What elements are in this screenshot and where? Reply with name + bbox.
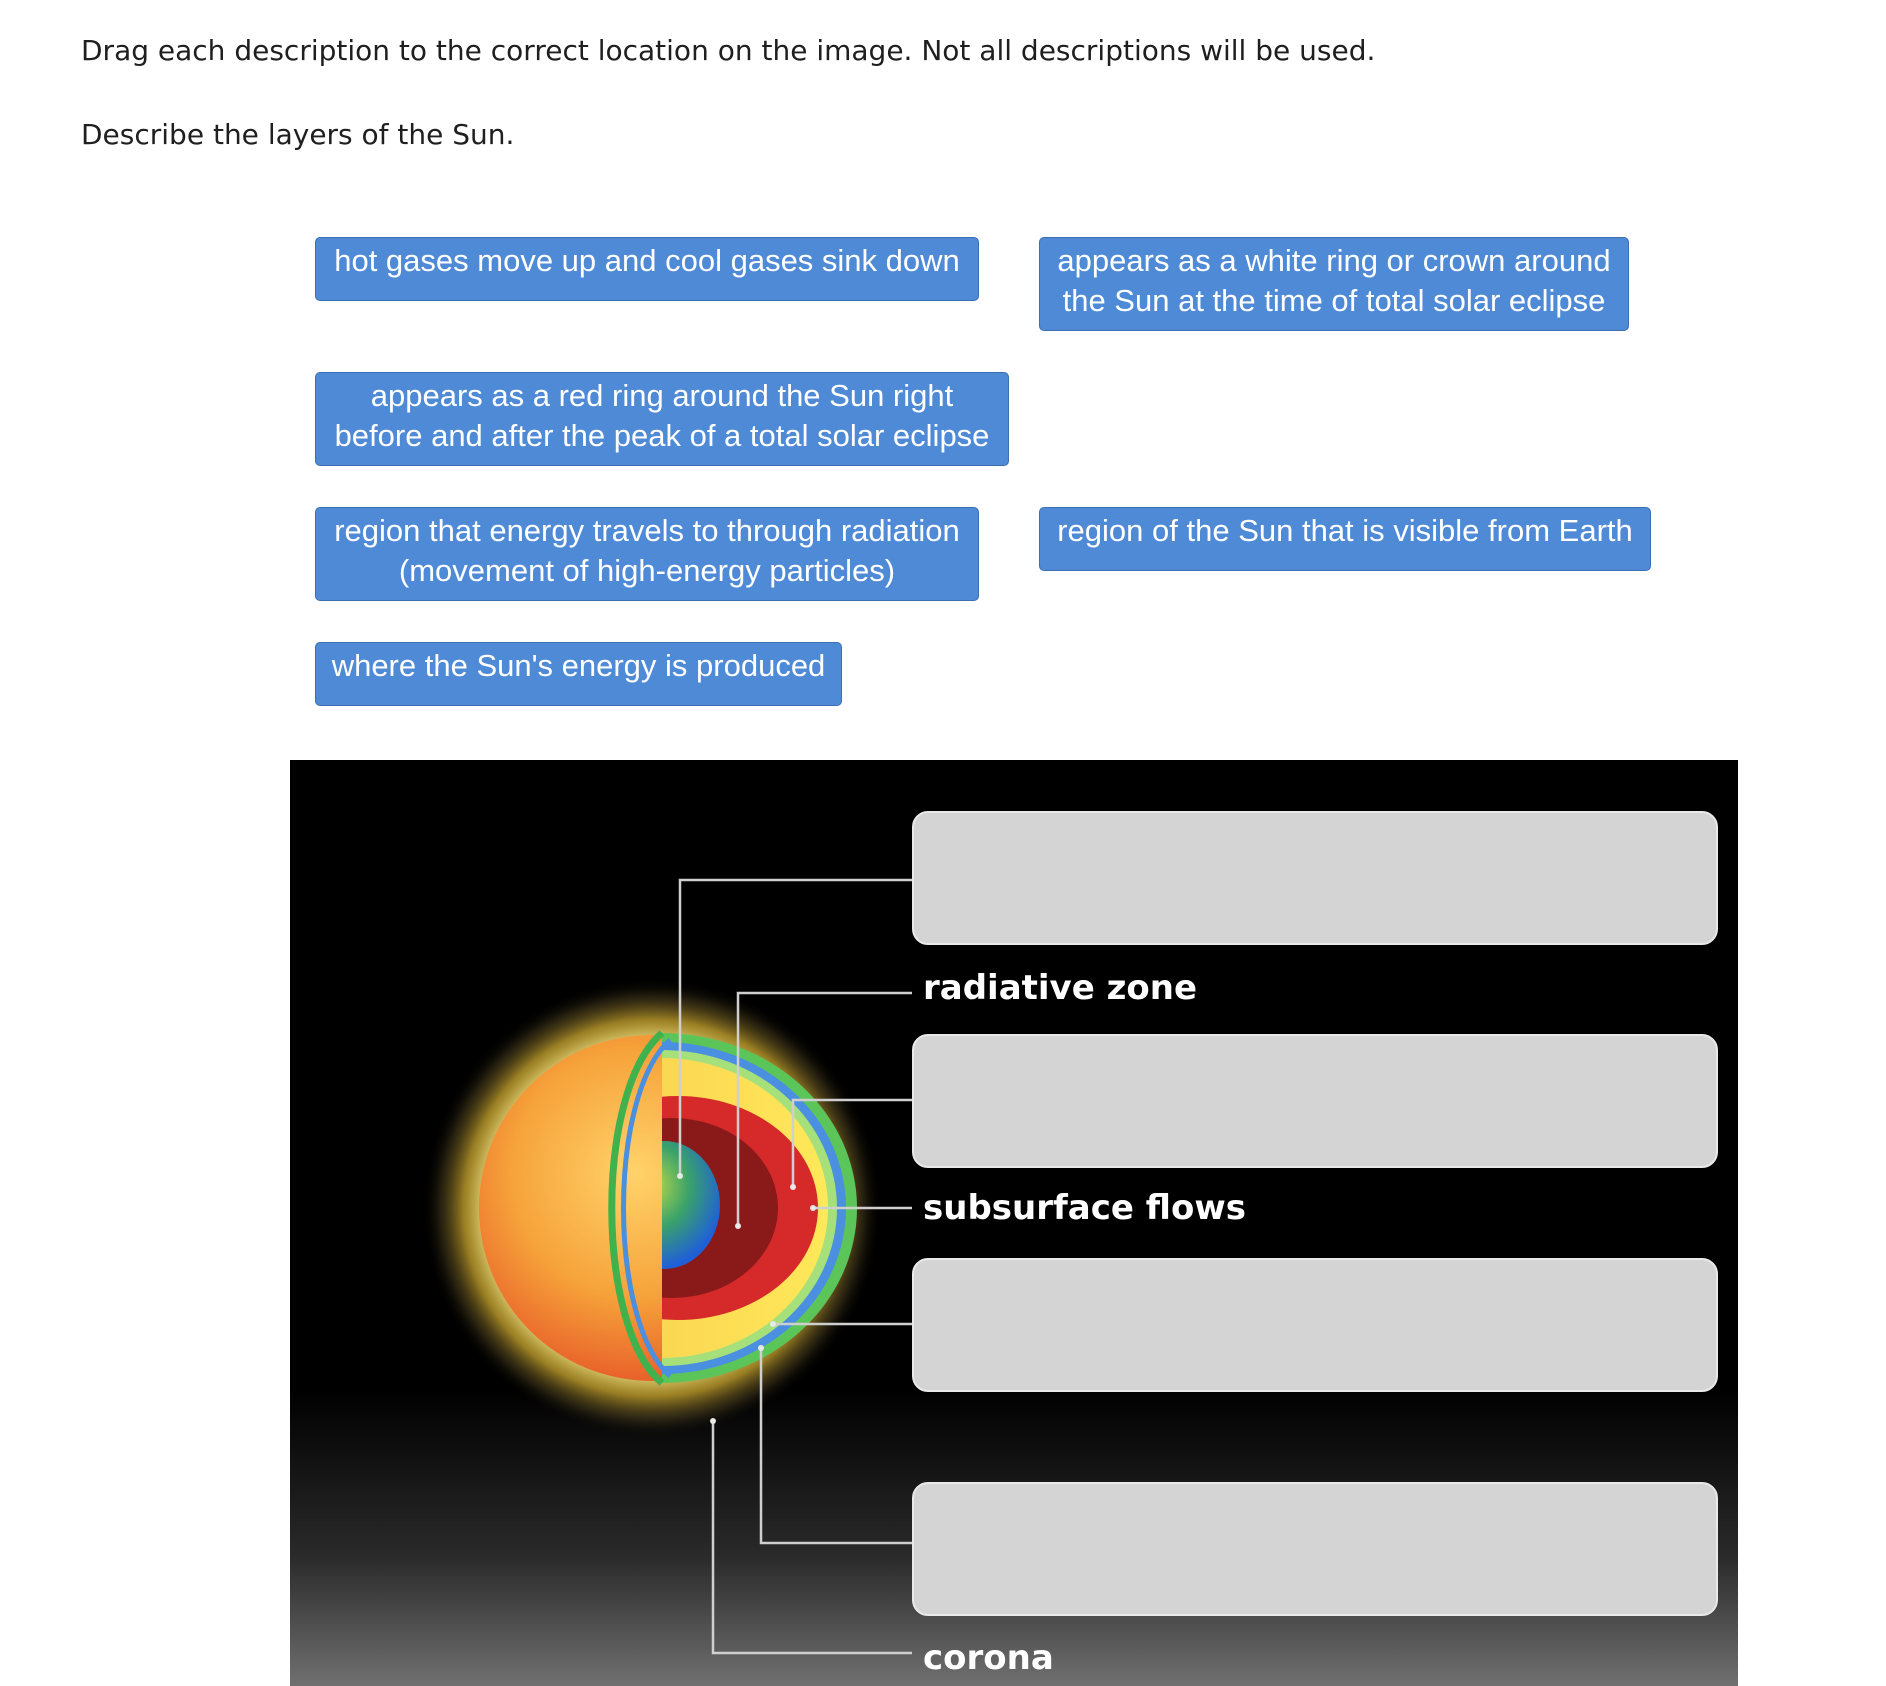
description-tile-chromosphere[interactable]: appears as a red ring around the Sun right before and after the peak of a total solar eclipse bbox=[315, 372, 1009, 466]
leader-line-corona bbox=[713, 1421, 912, 1653]
description-tile-convection[interactable]: hot gases move up and cool gases sink down bbox=[315, 237, 979, 301]
drop-target-core[interactable] bbox=[912, 811, 1718, 945]
sun-layers-diagram bbox=[290, 760, 1738, 1686]
label-radiative-zone: radiative zone bbox=[923, 968, 1198, 1008]
drop-target-photosphere[interactable] bbox=[912, 1258, 1718, 1392]
drop-target-chromosphere[interactable] bbox=[912, 1482, 1718, 1616]
description-tile-core[interactable]: where the Sun's energy is produced bbox=[315, 642, 842, 706]
description-tile-photosphere[interactable]: region of the Sun that is visible from Earth bbox=[1039, 507, 1651, 571]
instruction-text: Drag each description to the correct location on the image. Not all descriptions will be used. bbox=[81, 34, 1376, 67]
label-corona: corona bbox=[923, 1638, 1054, 1678]
description-tile-radiative[interactable]: region that energy travels to through radiation (movement of high-energy particles) bbox=[315, 507, 979, 601]
drop-target-convection-zone[interactable] bbox=[912, 1034, 1718, 1168]
description-tile-corona[interactable]: appears as a white ring or crown around the Sun at the time of total solar eclipse bbox=[1039, 237, 1629, 331]
label-subsurface-flows: subsurface flows bbox=[923, 1188, 1246, 1228]
question-prompt: Describe the layers of the Sun. bbox=[81, 118, 515, 151]
